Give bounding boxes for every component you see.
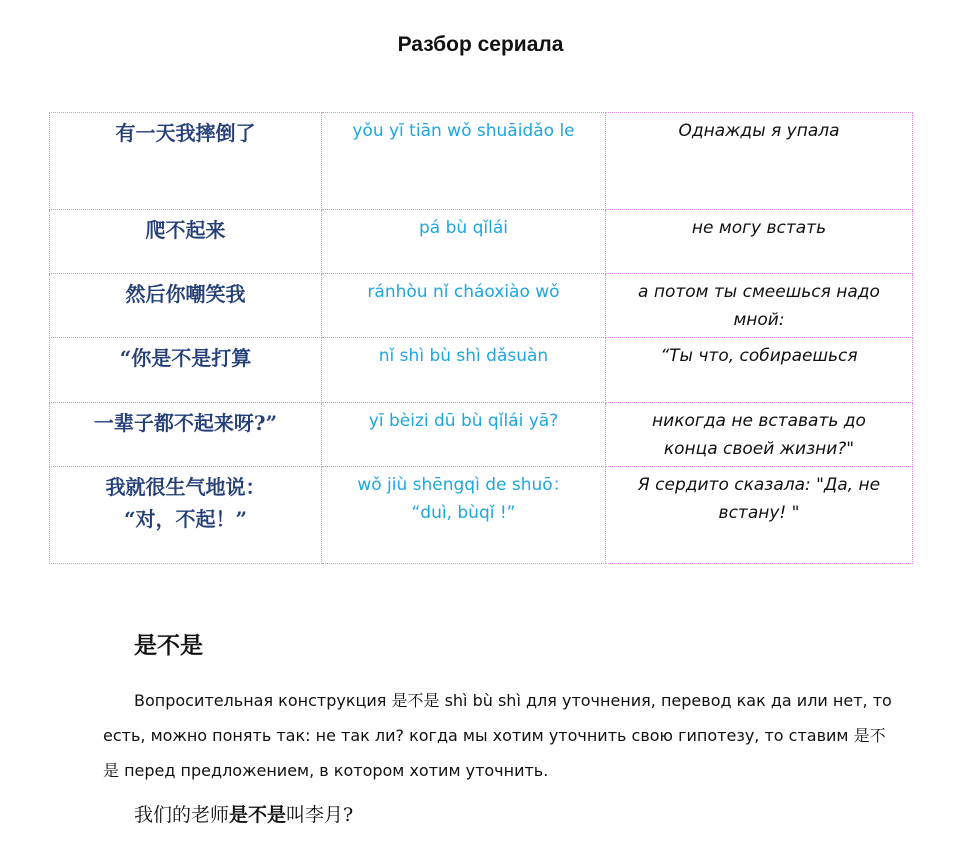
translation-cell bbox=[606, 403, 913, 467]
pinyin-cell bbox=[322, 113, 606, 210]
pinyin-text: pá bù qǐlái bbox=[419, 218, 508, 238]
hanzi-cell bbox=[50, 467, 322, 564]
hanzi-cell bbox=[50, 113, 322, 210]
pinyin-cell bbox=[322, 274, 606, 338]
hanzi-text: 有一天我摔倒了 bbox=[115, 121, 256, 145]
vocabulary-table bbox=[49, 112, 913, 564]
translation-text: Однажды я упала bbox=[678, 121, 840, 141]
example-text-highlight: 是不是 bbox=[229, 804, 287, 826]
table-row bbox=[50, 274, 913, 338]
pinyin-text: nǐ shì bù shì dǎsuàn bbox=[378, 346, 549, 366]
table-row bbox=[50, 113, 913, 210]
translation-text: не могу встать bbox=[691, 218, 827, 238]
table-row bbox=[50, 338, 913, 403]
pinyin-text: wǒ jiù shēngqì de shuō： bbox=[357, 475, 570, 495]
pinyin-text: ránhòu nǐ cháoxiào wǒ bbox=[367, 282, 560, 302]
translation-text: “Ты что, собираешься bbox=[660, 346, 858, 366]
hanzi-cell bbox=[50, 403, 322, 467]
pinyin-text: yī bèizi dū bù qǐlái yā? bbox=[368, 411, 559, 431]
pinyin-cell bbox=[322, 467, 606, 564]
translation-cell bbox=[606, 113, 913, 210]
translation-text: мной: bbox=[733, 310, 785, 330]
hanzi-text: “对，不起！” bbox=[123, 507, 247, 531]
table-row bbox=[50, 467, 913, 564]
pinyin-cell bbox=[322, 338, 606, 403]
hanzi-text: 一辈子都不起来呀?” bbox=[93, 411, 278, 435]
translation-text: Я сердито сказала: "Да, не bbox=[637, 475, 881, 495]
example-sentence bbox=[134, 800, 353, 827]
pinyin-cell bbox=[322, 210, 606, 274]
explanation-paragraph: Вопросительная конструкция 是不是 shì bù shì для уточнения, перевод как да или нет, то есть, можно понять так: не так ли? когда мы хотим уточнить свою гипотезу, то ставим 是不是 перед предложением, в котором хотим уточнить. bbox=[103, 691, 892, 780]
pinyin-text: yǒu yī tiān wǒ shuāidǎo le bbox=[352, 121, 575, 141]
translation-text: никогда не вставать до bbox=[652, 411, 866, 431]
hanzi-text: 我就很生气地说： bbox=[105, 475, 266, 499]
translation-text: а потом ты смеешься надо bbox=[638, 282, 880, 302]
hanzi-cell bbox=[50, 274, 322, 338]
hanzi-text: “你是不是打算 bbox=[119, 346, 252, 370]
translation-cell bbox=[606, 338, 913, 403]
translation-text: конца своей жизни?" bbox=[663, 439, 855, 459]
translation-cell bbox=[606, 274, 913, 338]
pinyin-cell bbox=[322, 403, 606, 467]
hanzi-text: 爬不起来 bbox=[145, 218, 226, 242]
example-text-end: 叫李月? bbox=[286, 804, 354, 826]
example-text-start: 我们的老师 bbox=[134, 804, 230, 826]
table-row bbox=[50, 403, 913, 467]
translation-cell bbox=[606, 467, 913, 564]
hanzi-cell bbox=[50, 338, 322, 403]
translation-cell bbox=[606, 210, 913, 274]
section-heading: 是不是 bbox=[134, 632, 203, 659]
page-title: Разбор сериала bbox=[397, 33, 564, 56]
hanzi-cell bbox=[50, 210, 322, 274]
table-row bbox=[50, 210, 913, 274]
hanzi-text: 然后你嘲笑我 bbox=[125, 282, 246, 306]
translation-text: встану! " bbox=[718, 503, 800, 523]
pinyin-text: “duì, bùqǐ !” bbox=[411, 503, 516, 523]
